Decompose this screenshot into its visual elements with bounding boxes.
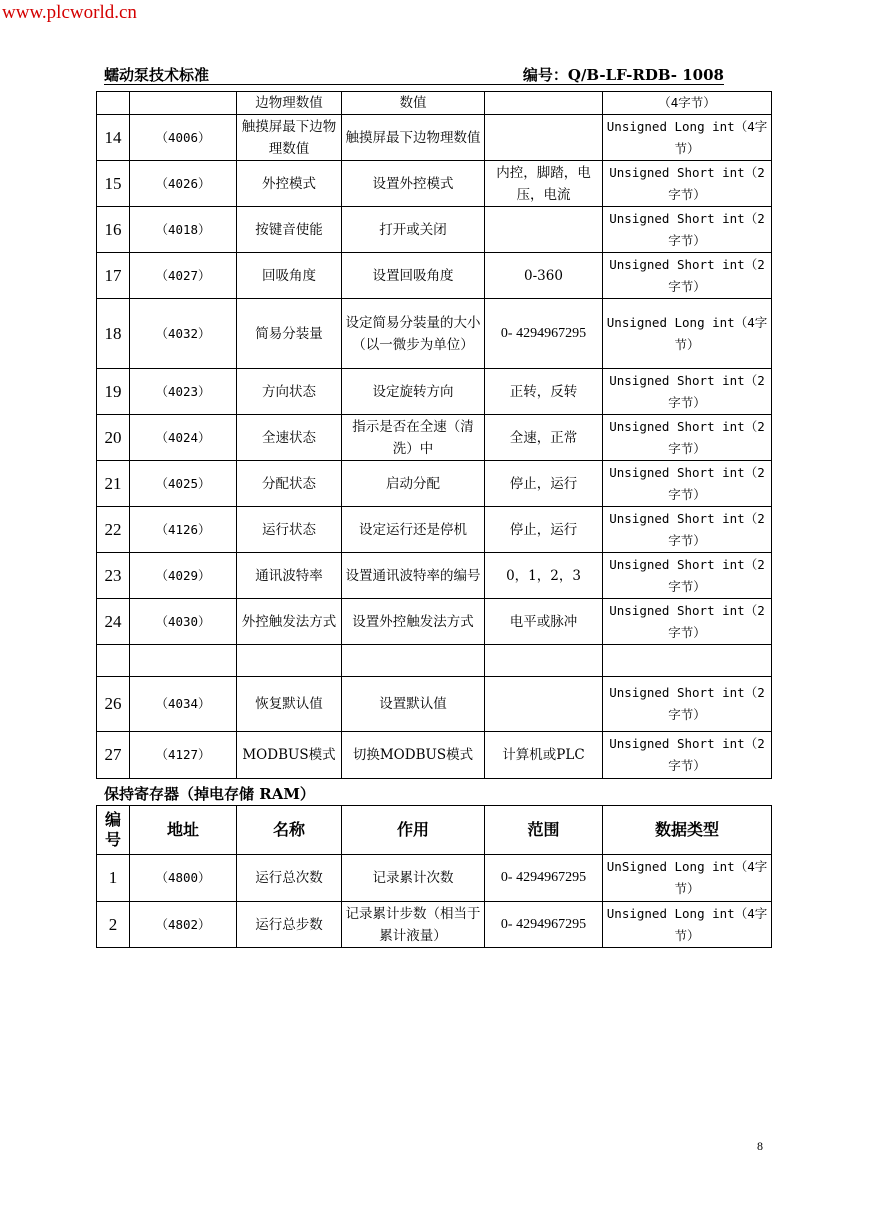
header-num: 编号	[97, 806, 130, 855]
table-row	[97, 855, 772, 902]
cell-addr: （4032）	[130, 299, 237, 369]
cell-name: 运行总次数	[237, 855, 342, 902]
cell-num: 26	[97, 677, 130, 732]
table-row	[97, 507, 772, 553]
cell-addr: （4024）	[130, 415, 237, 461]
cell-range	[485, 92, 603, 115]
table-row	[97, 207, 772, 253]
cell-range: 0-360	[485, 253, 603, 299]
header-addr: 地址	[130, 806, 237, 855]
cell-num	[97, 645, 130, 677]
cell-name: MODBUS模式	[237, 732, 342, 779]
cell-func: 打开或关闭	[342, 207, 485, 253]
cell-addr: （4802）	[130, 902, 237, 948]
header-range: 范围	[485, 806, 603, 855]
cell-dtype: Unsigned Short int（2字节）	[603, 507, 772, 553]
cell-dtype: Unsigned Long int（4字节）	[603, 902, 772, 948]
cell-range: 正转，反转	[485, 369, 603, 415]
table-header-row	[97, 806, 772, 855]
cell-func: 设置通讯波特率的编号	[342, 553, 485, 599]
cell-num: 20	[97, 415, 130, 461]
cell-func: 设置默认值	[342, 677, 485, 732]
page-number: 8	[757, 1139, 763, 1153]
header-name: 名称	[237, 806, 342, 855]
cell-addr	[130, 645, 237, 677]
table-row	[97, 369, 772, 415]
table-row	[97, 115, 772, 161]
cell-dtype: Unsigned Short int（2字节）	[603, 369, 772, 415]
cell-name: 按键音使能	[237, 207, 342, 253]
cell-func	[342, 645, 485, 677]
cell-dtype	[603, 645, 772, 677]
table-row	[97, 677, 772, 732]
cell-addr: （4800）	[130, 855, 237, 902]
cell-dtype: Unsigned Long int（4字节）	[603, 115, 772, 161]
cell-dtype: Unsigned Long int（4字节）	[603, 299, 772, 369]
cell-func: 记录累计次数	[342, 855, 485, 902]
cell-name: 运行状态	[237, 507, 342, 553]
cell-func: 记录累计步数（相当于累计液量）	[342, 902, 485, 948]
cell-addr: （4006）	[130, 115, 237, 161]
cell-dtype: Unsigned Short int（2字节）	[603, 253, 772, 299]
header-dtype: 数据类型	[603, 806, 772, 855]
cell-addr: （4027）	[130, 253, 237, 299]
cell-func: 设定旋转方向	[342, 369, 485, 415]
table-row	[97, 599, 772, 645]
cell-range	[485, 677, 603, 732]
table-row	[97, 299, 772, 369]
table-row	[97, 732, 772, 779]
cell-name: 回吸角度	[237, 253, 342, 299]
cell-name	[237, 645, 342, 677]
cell-num: 14	[97, 115, 130, 161]
cell-name: 分配状态	[237, 461, 342, 507]
cell-num: 27	[97, 732, 130, 779]
header-rule	[104, 84, 724, 85]
cell-num: 2	[97, 902, 130, 948]
cell-range: 计算机或PLC	[485, 732, 603, 779]
cell-dtype: Unsigned Short int（2字节）	[603, 677, 772, 732]
cell-addr: （4030）	[130, 599, 237, 645]
cell-range: 0- 4294967295	[485, 855, 603, 902]
table-row	[97, 461, 772, 507]
cell-func: 触摸屏最下边物理数值	[342, 115, 485, 161]
cell-dtype: UnSigned Long int（4字节）	[603, 855, 772, 902]
cell-name: 触摸屏最下边物理数值	[237, 115, 342, 161]
cell-dtype: Unsigned Short int（2字节）	[603, 207, 772, 253]
cell-range: 内控，脚踏，电压，电流	[485, 161, 603, 207]
cell-name: 边物理数值	[237, 92, 342, 115]
cell-dtype: Unsigned Short int（2字节）	[603, 161, 772, 207]
cell-num: 18	[97, 299, 130, 369]
register-table	[96, 91, 772, 779]
cell-func: 切换MODBUS模式	[342, 732, 485, 779]
cell-num: 22	[97, 507, 130, 553]
cell-addr: （4026）	[130, 161, 237, 207]
cell-addr	[130, 92, 237, 115]
cell-dtype: Unsigned Short int（2字节）	[603, 415, 772, 461]
cell-dtype: Unsigned Short int（2字节）	[603, 461, 772, 507]
cell-range: 0- 4294967295	[485, 299, 603, 369]
cell-range: 0，1，2，3	[485, 553, 603, 599]
cell-num: 16	[97, 207, 130, 253]
cell-num: 1	[97, 855, 130, 902]
cell-num: 24	[97, 599, 130, 645]
cell-func: 设定运行还是停机	[342, 507, 485, 553]
cell-func: 设置外控模式	[342, 161, 485, 207]
section-title: 保持寄存器（掉电存储 RAM）	[104, 785, 315, 803]
document-title: 蠕动泵技术标准	[104, 66, 210, 84]
cell-name: 外控触发法方式	[237, 599, 342, 645]
header-func: 作用	[342, 806, 485, 855]
cell-func: 设置回吸角度	[342, 253, 485, 299]
cell-range: 0- 4294967295	[485, 902, 603, 948]
cell-range: 停止，运行	[485, 507, 603, 553]
document-code: 编号：Q/B-LF-RDB- 1008	[522, 66, 724, 84]
cell-addr: （4029）	[130, 553, 237, 599]
cell-addr: （4023）	[130, 369, 237, 415]
document-header	[104, 64, 724, 84]
cell-dtype: Unsigned Short int（2字节）	[603, 553, 772, 599]
cell-range	[485, 115, 603, 161]
cell-func: 数值	[342, 92, 485, 115]
cell-range: 停止，运行	[485, 461, 603, 507]
cell-num	[97, 92, 130, 115]
cell-addr: （4126）	[130, 507, 237, 553]
cell-range: 全速，正常	[485, 415, 603, 461]
table-row	[97, 902, 772, 948]
cell-addr: （4034）	[130, 677, 237, 732]
cell-func: 启动分配	[342, 461, 485, 507]
cell-num: 21	[97, 461, 130, 507]
cell-name: 简易分装量	[237, 299, 342, 369]
cell-range	[485, 207, 603, 253]
cell-name: 全速状态	[237, 415, 342, 461]
cell-num: 19	[97, 369, 130, 415]
cell-name: 方向状态	[237, 369, 342, 415]
cell-addr: （4018）	[130, 207, 237, 253]
cell-func: 设定简易分装量的大小（以一微步为单位）	[342, 299, 485, 369]
cell-name: 恢复默认值	[237, 677, 342, 732]
cell-name: 外控模式	[237, 161, 342, 207]
cell-name: 运行总步数	[237, 902, 342, 948]
cell-dtype: Unsigned Short int（2字节）	[603, 599, 772, 645]
watermark-url[interactable]: www.plcworld.cn	[2, 2, 137, 23]
cell-func: 指示是否在全速（清洗）中	[342, 415, 485, 461]
table-row	[97, 92, 772, 115]
table-row	[97, 253, 772, 299]
cell-range	[485, 645, 603, 677]
cell-num: 23	[97, 553, 130, 599]
cell-dtype: （4字节）	[603, 92, 772, 115]
cell-dtype: Unsigned Short int（2字节）	[603, 732, 772, 779]
cell-name: 通讯波特率	[237, 553, 342, 599]
cell-range: 电平或脉冲	[485, 599, 603, 645]
cell-addr: （4025）	[130, 461, 237, 507]
holding-register-table	[96, 805, 772, 948]
cell-num: 17	[97, 253, 130, 299]
table-row	[97, 161, 772, 207]
cell-addr: （4127）	[130, 732, 237, 779]
table-row	[97, 645, 772, 677]
table-row	[97, 415, 772, 461]
cell-func: 设置外控触发法方式	[342, 599, 485, 645]
table-row	[97, 553, 772, 599]
cell-num: 15	[97, 161, 130, 207]
